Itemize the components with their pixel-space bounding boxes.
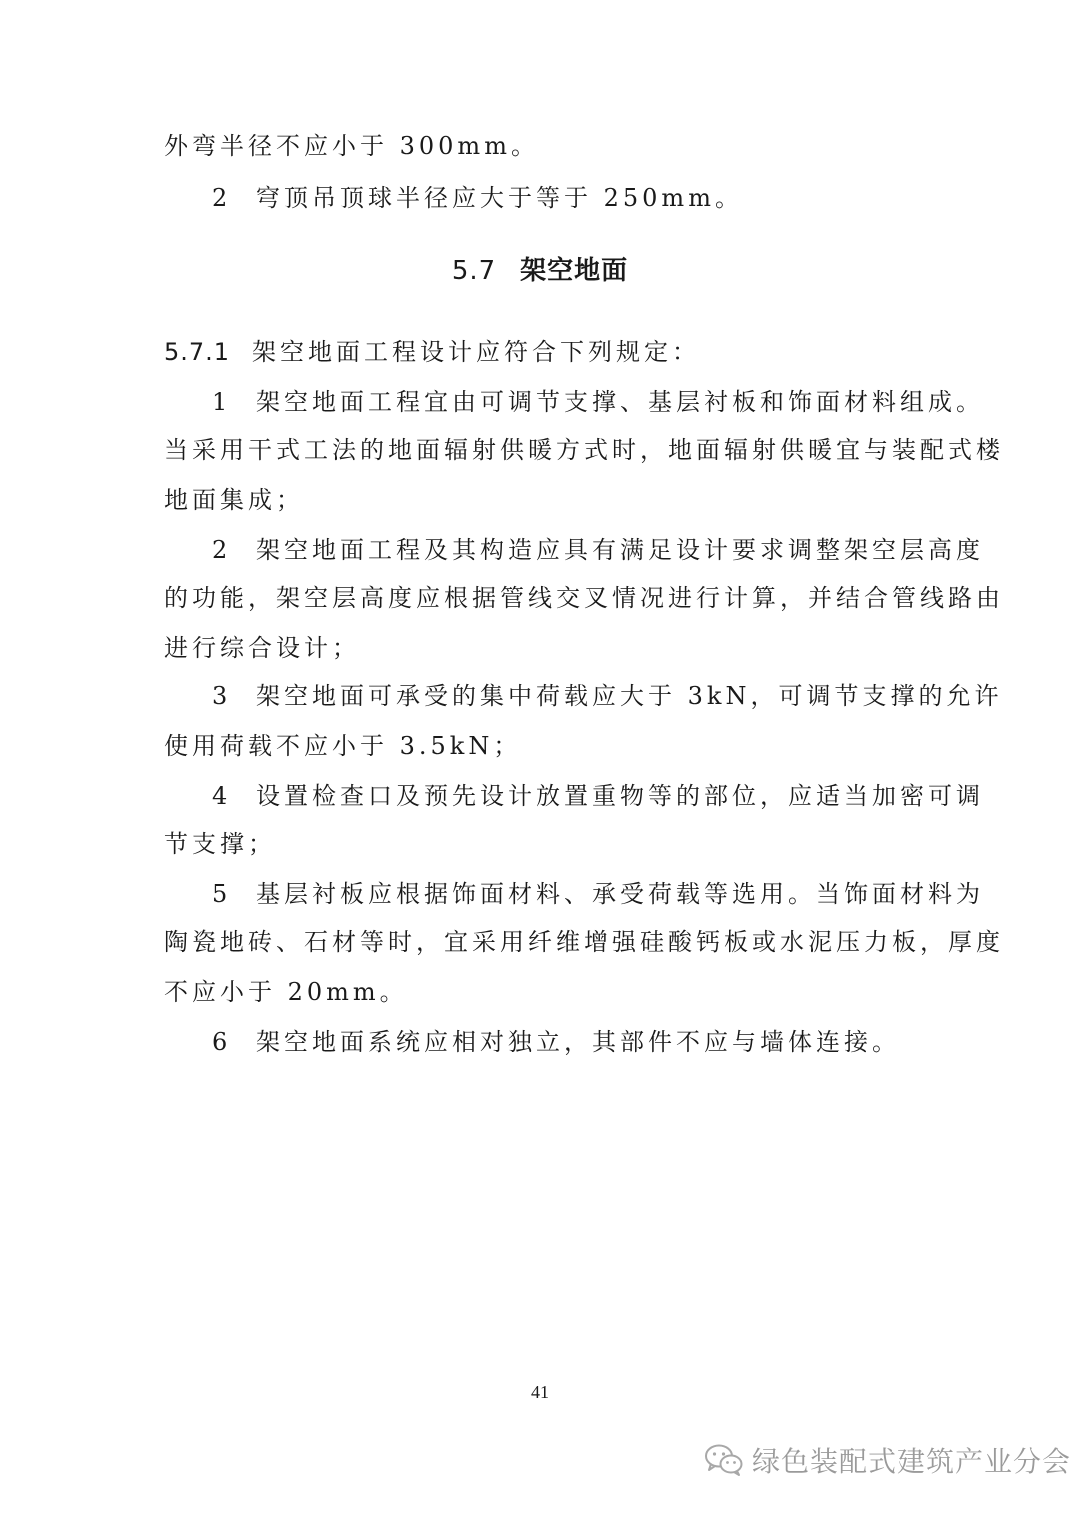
- text-line: 节支撑；: [164, 830, 276, 858]
- section-heading: [0, 254, 1080, 288]
- text-line: 进行综合设计；: [164, 634, 360, 662]
- item-text: 架空地面系统应相对独立，其部件不应与墙体连接。: [256, 1028, 900, 1056]
- text-line: 陶瓷地砖、石材等时，宜采用纤维增强硅酸钙板或水泥压力板，厚度: [164, 928, 1004, 956]
- item-number: 5: [212, 880, 228, 908]
- text-line: 当采用干式工法的地面辐射供暖方式时，地面辐射供暖宜与装配式楼: [164, 436, 1004, 464]
- item-number: 4: [212, 782, 228, 810]
- page-number: 41: [531, 1382, 549, 1402]
- text-line: 不应小于 20mm。: [164, 978, 408, 1006]
- item-number: 2: [212, 184, 228, 212]
- wechat-icon: [704, 1443, 744, 1477]
- list-item: [212, 386, 984, 418]
- text-line: 使用荷载不应小于 3.5kN；: [164, 732, 522, 760]
- item-text: 架空地面工程宜由可调节支撑、基层衬板和饰面材料组成。: [256, 388, 984, 416]
- clause-text: 架空地面工程设计应符合下列规定：: [252, 338, 700, 366]
- list-item: [212, 780, 984, 812]
- clause-number: 5.7.1: [164, 338, 231, 366]
- text-line: 外弯半径不应小于 300mm。: [164, 132, 539, 160]
- watermark: [704, 1440, 1071, 1480]
- list-item: [212, 680, 1003, 712]
- clause-line: [164, 336, 920, 368]
- item-text: 设置检查口及预先设计放置重物等的部位，应适当加密可调: [256, 782, 984, 810]
- list-item: [212, 878, 984, 910]
- item-number: 6: [212, 1028, 228, 1056]
- list-item: [212, 534, 984, 566]
- list-item: [212, 1026, 920, 1058]
- item-number: 1: [212, 388, 228, 416]
- watermark-text: 绿色装配式建筑产业分会: [752, 1445, 1072, 1478]
- item-number: 2: [212, 536, 228, 564]
- item-text: 穹顶吊顶球半径应大于等于 250mm。: [256, 184, 743, 212]
- text-line: 地面集成；: [164, 486, 304, 514]
- item-number: 3: [212, 682, 228, 710]
- section-number: 5.7: [451, 256, 497, 286]
- text-line: 的功能，架空层高度应根据管线交叉情况进行计算，并结合管线路由: [164, 584, 1004, 612]
- item-text: 基层衬板应根据饰面材料、承受荷载等选用。当饰面材料为: [256, 880, 984, 908]
- list-item: [212, 182, 920, 214]
- item-text: 架空地面可承受的集中荷载应大于 3kN，可调节支撑的允许: [256, 682, 1003, 710]
- section-title: 架空地面: [520, 256, 629, 286]
- item-text: 架空地面工程及其构造应具有满足设计要求调整架空层高度: [256, 536, 984, 564]
